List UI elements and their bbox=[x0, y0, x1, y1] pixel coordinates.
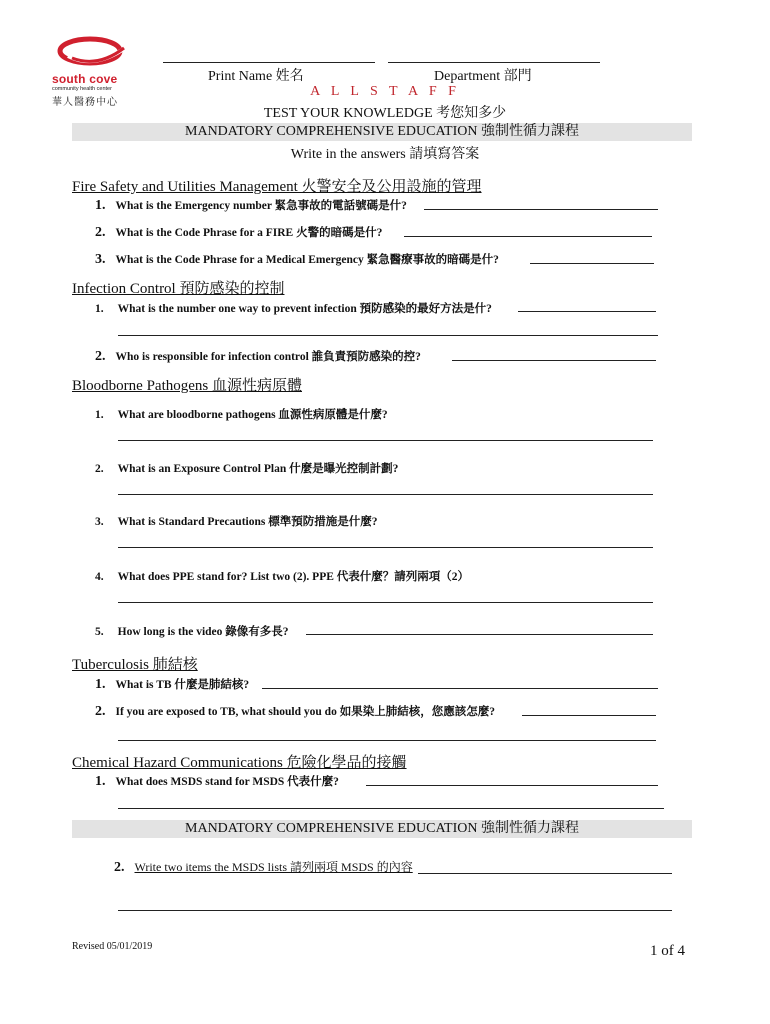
question-row bbox=[95, 622, 289, 640]
question-row bbox=[95, 250, 499, 268]
question-row bbox=[95, 405, 388, 423]
question-number: 4. bbox=[95, 571, 104, 583]
question-row bbox=[95, 675, 249, 693]
question-text: What is an Exposure Control Plan 什麼是曝光控制計劃? bbox=[117, 463, 399, 475]
question-text: Write two items the MSDS lists 請列兩項 MSDS 的內容 bbox=[134, 860, 413, 874]
question-number: 1. bbox=[95, 774, 106, 789]
answer-line[interactable] bbox=[522, 715, 656, 716]
logo-wordmark: south cove bbox=[52, 72, 118, 86]
question-row bbox=[95, 299, 492, 317]
question-number: 1. bbox=[95, 198, 106, 213]
logo-chinese-name: 華人醫務中心 bbox=[52, 97, 118, 108]
question-text: What is the Emergency number 緊急事故的電話號碼是什? bbox=[115, 200, 407, 212]
answer-line[interactable] bbox=[306, 634, 653, 635]
mandatory-band bbox=[72, 123, 692, 141]
revised-date: Revised 05/01/2019 bbox=[72, 941, 153, 952]
fire-safety-heading: Fire Safety and Utilities Management 火警安全及公用設施的管理 bbox=[72, 179, 482, 195]
instructions: Write in the answers 請填寫答案 bbox=[290, 147, 480, 162]
answer-line[interactable] bbox=[418, 873, 672, 874]
question-text: What is Standard Precautions 標準預防措施是什麼? bbox=[117, 516, 378, 528]
question-number: 3. bbox=[95, 516, 104, 528]
logo-swoosh-icon bbox=[50, 30, 140, 72]
question-row bbox=[95, 772, 339, 790]
tuberculosis-heading: Tuberculosis 肺結核 bbox=[72, 657, 198, 673]
question-row bbox=[95, 567, 469, 585]
mandatory-band-title: MANDATORY COMPREHENSIVE EDUCATION 強制性循力課程 bbox=[185, 124, 579, 139]
print-name-line[interactable] bbox=[163, 62, 375, 63]
infection-control-heading: Infection Control 預防感染的控制 bbox=[72, 281, 285, 297]
print-name-label: Print Name 姓名 bbox=[208, 69, 304, 84]
answer-line[interactable] bbox=[118, 494, 653, 495]
test-title: TEST YOUR KNOWLEDGE 考您知多少 bbox=[263, 106, 507, 121]
answer-line[interactable] bbox=[118, 335, 658, 336]
answer-line[interactable] bbox=[452, 360, 656, 361]
answer-line[interactable] bbox=[518, 311, 656, 312]
department-line[interactable] bbox=[388, 62, 600, 63]
question-number: 2. bbox=[95, 225, 106, 240]
question-row bbox=[95, 223, 382, 241]
department-label: Department 部門 bbox=[434, 69, 532, 84]
answer-line[interactable] bbox=[118, 602, 653, 603]
answer-line[interactable] bbox=[118, 740, 656, 741]
logo-subtitle: community health center bbox=[52, 86, 112, 92]
question-row bbox=[95, 512, 377, 530]
question-text: What is TB 什麼是肺結核? bbox=[115, 679, 250, 691]
answer-line[interactable] bbox=[404, 236, 652, 237]
question-text: What does PPE stand for? List two (2). PPE 代表什麼？請列兩項（2） bbox=[117, 571, 470, 583]
all-staff-label: A L L S T A F F bbox=[310, 84, 460, 99]
question-number: 2. bbox=[95, 463, 104, 475]
question-text: What does MSDS stand for MSDS 代表什麼? bbox=[115, 776, 339, 788]
answer-line[interactable] bbox=[118, 910, 672, 911]
question-number: 1. bbox=[95, 303, 104, 315]
question-row bbox=[95, 196, 407, 214]
question-text: How long is the video 錄像有多長? bbox=[117, 626, 289, 638]
question-row bbox=[114, 858, 413, 876]
question-text: Who is responsible for infection control 誰負責預防感染的控? bbox=[115, 351, 421, 363]
question-number: 1. bbox=[95, 677, 106, 692]
page-number: 1 of 4 bbox=[650, 943, 685, 959]
question-text: What is the Code Phrase for a FIRE 火警的暗碼是什? bbox=[115, 227, 383, 239]
question-number: 5. bbox=[95, 626, 104, 638]
answer-line[interactable] bbox=[424, 209, 658, 210]
answer-line[interactable] bbox=[366, 785, 658, 786]
answer-line[interactable] bbox=[530, 263, 654, 264]
question-row bbox=[95, 702, 495, 720]
question-text: What are bloodborne pathogens 血源性病原體是什麼? bbox=[117, 409, 388, 421]
question-number: 3. bbox=[95, 252, 106, 267]
mandatory-band-2 bbox=[72, 820, 692, 838]
question-row bbox=[95, 459, 398, 477]
answer-line[interactable] bbox=[118, 547, 653, 548]
answer-line[interactable] bbox=[118, 440, 653, 441]
bloodborne-heading: Bloodborne Pathogens 血源性病原體 bbox=[72, 378, 302, 394]
question-number: 2. bbox=[95, 349, 106, 364]
question-text: What is the number one way to prevent infection 預防感染的最好方法是什? bbox=[117, 303, 492, 315]
question-number: 1. bbox=[95, 409, 104, 421]
question-number: 2. bbox=[95, 704, 106, 719]
mandatory-band-2-title: MANDATORY COMPREHENSIVE EDUCATION 強制性循力課程 bbox=[185, 821, 579, 836]
question-number: 2. bbox=[114, 860, 125, 875]
question-text: What is the Code Phrase for a Medical Emergency 緊急醫療事故的暗碼是什? bbox=[115, 254, 499, 266]
chemical-hazard-heading: Chemical Hazard Communications 危險化學品的接觸 bbox=[72, 755, 407, 771]
question-row bbox=[95, 347, 421, 365]
answer-line[interactable] bbox=[262, 688, 658, 689]
question-text: If you are exposed to TB, what should you do 如果染上肺結核，您應該怎麼? bbox=[115, 706, 495, 718]
answer-line[interactable] bbox=[118, 808, 664, 809]
